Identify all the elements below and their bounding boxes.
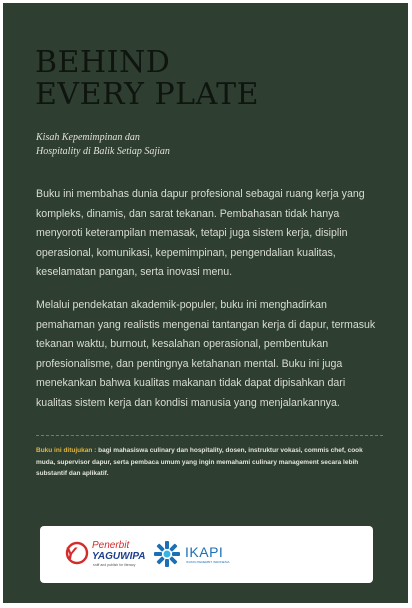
yaguwipa-mark-letter: Y bbox=[65, 544, 77, 563]
book-subtitle-line-1: Kisah Kepemimpinan dan bbox=[36, 132, 140, 143]
book-subtitle-line-2: Hospitality di Balik Setiap Sajian bbox=[36, 146, 170, 157]
book-subtitle bbox=[36, 131, 170, 159]
ikapi-logo-icon bbox=[153, 540, 181, 568]
ikapi-name: IKAPI bbox=[185, 544, 224, 560]
yaguwipa-logo-icon bbox=[62, 541, 90, 565]
description-paragraph-2: Melalui pendekatan akademik-populer, buku ini menghadirkan pemahaman yang realistis mengenai tantangan kerja di dapur, termasuk tekanan waktu, burnout, kesalahan operasional, pembentukan profesionalisme, dan pentingnya ketahanan mental. Buku ini juga menekankan bahwa kualitas makanan tidak dapat dipisahkan dari kualitas sistem kerja dan kondisi manusia yang menjalankannya. bbox=[36, 299, 376, 409]
book-title-line-2: EVERY PLATE bbox=[35, 77, 260, 112]
target-audience-label: Buku ini ditujukan : bbox=[36, 447, 97, 454]
publisher-tagline: sniff and publish for literacy bbox=[93, 563, 136, 567]
publisher-label: Penerbit bbox=[92, 540, 130, 551]
book-title bbox=[35, 47, 259, 111]
target-audience-text: bagi mahasiswa culinary dan hospitality, dosen, instruktur vokasi, commis chef, cook muda, supervisor dapur, serta pembaca umum yang ingin memahami culinary management secara lebih substantif dan aplikatif. bbox=[36, 447, 363, 477]
dashed-divider bbox=[36, 435, 383, 436]
target-audience bbox=[36, 445, 381, 480]
publisher-logo-panel bbox=[40, 526, 373, 583]
description-paragraph-1: Buku ini membahas dunia dapur profesional sebagai ruang kerja yang kompleks, dinamis, dan sarat tekanan. Pembahasan tidak hanya menyoroti keterampilan memasak, tetapi juga sistem kerja, disiplin operasional, komunikasi, kepemimpinan, pengendalian kualitas, keselamatan pangan, serta inovasi menu. bbox=[36, 188, 365, 278]
back-cover bbox=[3, 3, 408, 603]
book-title-line-1: BEHIND bbox=[35, 45, 171, 80]
publisher-name: YAGUWIPA bbox=[92, 551, 146, 562]
ikapi-tagline: IKATAN PENERBIT INDONESIA bbox=[186, 560, 230, 564]
